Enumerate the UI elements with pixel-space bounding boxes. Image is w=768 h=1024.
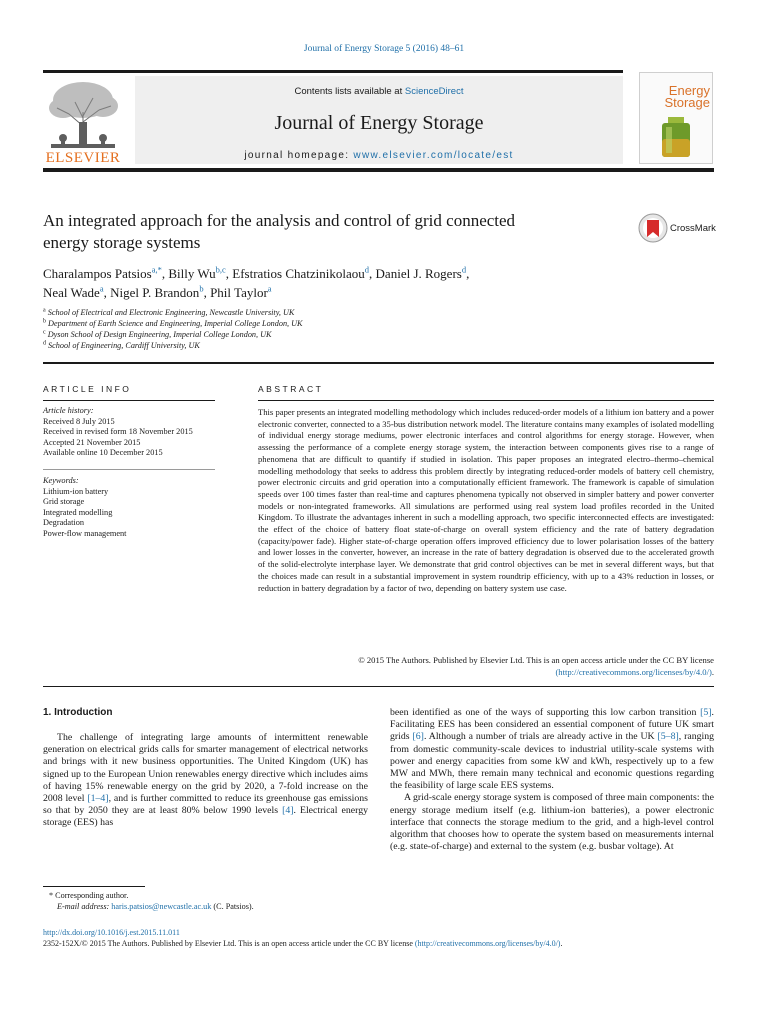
author-affiliation-link[interactable]: d bbox=[364, 264, 370, 275]
affiliation-text: School of Electrical and Electronic Engineering, Newcastle University, UK bbox=[47, 308, 295, 317]
doi-link[interactable]: http://dx.doi.org/10.1016/j.est.2015.11.011 bbox=[43, 928, 180, 937]
affiliation-marker: d bbox=[43, 340, 46, 347]
intro-text: . Electrical energy storage (EES) has bbox=[43, 805, 368, 829]
article-history-heading: Article history: bbox=[43, 406, 94, 415]
crossmark-badge[interactable] bbox=[638, 213, 718, 245]
masthead-bottom-rule bbox=[43, 168, 714, 172]
journal-masthead bbox=[43, 70, 714, 172]
affiliation-marker: a bbox=[43, 307, 46, 314]
history-item: Available online 10 December 2015 bbox=[43, 448, 163, 458]
abstract-rule bbox=[258, 400, 714, 401]
affiliation-item bbox=[43, 340, 543, 351]
author-name: Phil Taylor bbox=[210, 285, 268, 300]
author-name: Billy Wu bbox=[168, 266, 216, 281]
intro-text: been identified as one of the ways of supporting this low carbon transition bbox=[390, 707, 701, 718]
header-divider bbox=[43, 362, 714, 364]
footer-license-line bbox=[43, 938, 714, 949]
author-affiliation-link[interactable]: a bbox=[267, 283, 272, 294]
masthead-top-rule bbox=[43, 70, 623, 73]
cover-title bbox=[644, 85, 710, 109]
intro-left-paragraph bbox=[43, 732, 368, 830]
history-item: Accepted 21 November 2015 bbox=[43, 437, 141, 447]
affiliation-item bbox=[43, 329, 543, 340]
affiliation-item bbox=[43, 318, 543, 329]
article-title-line2: energy storage systems bbox=[43, 233, 201, 252]
footer-issn-text: 2352-152X/© 2015 The Authors. Published by Elsevier Ltd. This is an open access article under the CC BY license bbox=[43, 939, 415, 948]
author-separator: , bbox=[225, 266, 233, 281]
footnote-line-2 bbox=[43, 901, 373, 912]
contents-line bbox=[135, 86, 623, 97]
affiliation-marker: b bbox=[43, 318, 46, 325]
license-period: . bbox=[711, 666, 714, 677]
author-separator: , bbox=[161, 266, 169, 281]
article-history bbox=[43, 406, 215, 459]
author-name: Nigel P. Brandon bbox=[110, 285, 200, 300]
intro-text: , ranging from domestic community-scale devices to industrial utility-scale systems with power and energy capacities from some kW and kWh, respectively up to a few MW and MWh, there remain many technical and economic questions regarding the feasibility of large scale EES systems. bbox=[390, 731, 715, 792]
author-name: Charalampos Patsios bbox=[43, 266, 152, 281]
intro-text: . Although a number of trials are already active in the UK bbox=[423, 731, 658, 743]
journal-cover-thumbnail[interactable] bbox=[639, 72, 713, 164]
homepage-link[interactable]: www.elsevier.com/locate/est bbox=[353, 150, 514, 161]
affiliation-text: Dyson School of Design Engineering, Imperial College London, UK bbox=[47, 330, 272, 339]
author-separator: , bbox=[203, 285, 211, 300]
affiliation-text: School of Engineering, Cardiff University, UK bbox=[48, 341, 200, 350]
email-owner: (C. Patsios). bbox=[213, 902, 254, 911]
reference-link[interactable]: [5] bbox=[700, 707, 712, 718]
author-name: Daniel J. Rogers bbox=[375, 266, 462, 281]
author-separator: , bbox=[103, 285, 111, 300]
footnote-mark: * bbox=[49, 891, 54, 900]
author-affiliation-link[interactable]: d bbox=[461, 264, 467, 275]
intro-text: , and is further committed to reduce its greenhouse gas emissions so that by 2050 they are at least 80% below 1990 levels bbox=[43, 793, 368, 817]
article-info-rule bbox=[43, 400, 215, 401]
author-list bbox=[43, 264, 643, 302]
abstract-license bbox=[258, 655, 714, 678]
keywords-heading: Keywords: bbox=[43, 476, 79, 485]
homepage-prefix: journal homepage: bbox=[244, 150, 354, 161]
keywords-block bbox=[43, 476, 215, 540]
journal-citation[interactable]: Journal of Energy Storage 5 (2016) 48–61 bbox=[303, 44, 465, 54]
intro-text: . Facilitating EES has been considered an essential component of future UK smart grids bbox=[390, 707, 714, 743]
affiliation-list bbox=[43, 307, 543, 351]
keyword-item: Integrated modelling bbox=[43, 507, 113, 517]
author-affiliation-link[interactable]: a bbox=[99, 283, 104, 294]
intro-right-paragraph-1 bbox=[390, 707, 714, 792]
history-item: Received 8 July 2015 bbox=[43, 416, 115, 426]
history-item: Received in revised form 18 November 2015 bbox=[43, 427, 193, 437]
footnote-rule bbox=[43, 886, 145, 887]
reference-link[interactable]: [1–4] bbox=[87, 793, 109, 805]
crossmark-label: CrossMark bbox=[670, 223, 716, 234]
cover-battery-art-icon bbox=[656, 117, 696, 159]
author-line-2 bbox=[43, 283, 643, 302]
license-text: © 2015 The Authors. Published by Elsevier Ltd. This is an open access article under the CC BY license bbox=[358, 655, 714, 665]
contents-prefix: Contents lists available at bbox=[294, 86, 405, 97]
keyword-item: Grid storage bbox=[43, 497, 85, 507]
author-separator: , bbox=[369, 266, 376, 281]
homepage-line bbox=[135, 150, 623, 161]
keyword-item: Lithium-ion battery bbox=[43, 486, 109, 496]
reference-link[interactable]: [5–8] bbox=[657, 731, 679, 743]
cover-title-line2: Storage bbox=[664, 95, 710, 110]
page-footer bbox=[43, 927, 714, 949]
introduction-heading: 1. Introduction bbox=[43, 707, 113, 718]
affiliation-text: Department of Earth Science and Engineering, Imperial College London, UK bbox=[48, 319, 303, 328]
elsevier-wordmark: ELSEVIER bbox=[45, 150, 121, 166]
intro-right-paragraph-2: A grid-scale energy storage system is composed of three main components: the energy storage medium itself (e.g. lithium-ion batteries), a power electronic interface that connects the storage medium to the grid, and a high-level control algorithm that chooses how to operate the system based on measurements internal (e.g. state-of-charge) and external to the system (e.g. busbar voltage). At bbox=[390, 792, 714, 853]
footer-period: . bbox=[560, 939, 563, 948]
reference-link[interactable]: [6] bbox=[412, 731, 424, 743]
author-line-1 bbox=[43, 264, 643, 283]
affiliation-item bbox=[43, 307, 543, 318]
journal-title: Journal of Energy Storage bbox=[274, 112, 484, 134]
sciencedirect-link[interactable]: ScienceDirect bbox=[404, 86, 464, 97]
email-link[interactable]: haris.patsios@newcastle.ac.uk bbox=[111, 902, 212, 911]
keyword-item: Power-flow management bbox=[43, 528, 127, 538]
reference-link[interactable]: [4] bbox=[282, 805, 294, 817]
author-affiliation-link[interactable]: b bbox=[199, 283, 204, 294]
author-affiliation-link[interactable]: b,c bbox=[215, 264, 226, 275]
license-link[interactable]: (http://creativecommons.org/licenses/by/4.0/) bbox=[555, 666, 712, 677]
author-name: Neal Wade bbox=[43, 285, 100, 300]
article-info-heading: ARTICLE INFO bbox=[43, 384, 132, 394]
footnote-text: Corresponding author. bbox=[55, 891, 129, 900]
abstract-body: This paper presents an integrated modelling methodology which includes reduced-order models of a lithium ion battery and a power electronic converter, connected to a 35-bus distribution network model. The literature contains many examples of isolated modelling of individual energy storage mediums, power electronic interfaces and control algorithms for energy storage. However, when assessing the performance of a complete energy storage system, the interaction between components gives rise to a range of phenomena that are difficult to quantify if studied in isolation. This paper proposes an integrated electro–thermo–chemical modelling methodology that seeks to address this problem directly by integrating reduced-order models of battery cell chemistry, power electronic circuits and grid operation into a computationally efficient framework. The framework is capable of simulation speeds over 100 times faster than real-time and captures phenomena typically not observed in simpler battery and power converter models or non-integrated frameworks. All simulations are performed using real system load profiles recorded in the United Kingdom. To illustrate the advantages inherent in such a modelling approach, two specific interconnected effects are investigated: the effect of the choice of battery float state-of-charge on overall system efficiency and the rate of battery degradation (capacity/power fade). Higher state-of-charge operation offers improved efficiency due to lower polarisation losses of the battery and lower losses in the converter, however, an increase in the rate of battery degradation is observed due to the accelerated growth of the solid-electrolyte interphase layer. We demonstrate that grid control objectives can be met in several different ways, but that the choices made can result in a substantial improvement in system roundtrip efficiency, with up to a 43% reduction in losses, or reduction in battery degradation by a factor of two, depending on battery system use case. bbox=[258, 407, 714, 593]
abstract-heading: ABSTRACT bbox=[258, 384, 324, 394]
intro-text: The challenge of integrating large amounts of intermittent renewable generation on electrical grids calls for smarter management of electrical networks and brings with it new business opportunities. The United Kingdom (UK) has signed up to the European Union renewables energy directive which includes aims of having 15% renewable energy on the grid by 2020, a 7-fold increase on the 2008 level bbox=[43, 732, 368, 805]
cover-title-line1: Energy bbox=[668, 83, 710, 98]
crossmark-icon bbox=[638, 213, 668, 243]
masthead-center-panel bbox=[135, 76, 623, 164]
author-separator: , bbox=[466, 266, 470, 281]
article-title bbox=[43, 210, 633, 254]
affiliation-marker: c bbox=[43, 329, 46, 336]
author-name: Efstratios Chatzinikolaou bbox=[232, 266, 365, 281]
intro-right-column bbox=[390, 707, 714, 853]
email-label: E-mail address: bbox=[57, 902, 110, 911]
footer-license-link[interactable]: (http://creativecommons.org/licenses/by/4.0/) bbox=[414, 939, 561, 948]
author-affiliation-link[interactable]: a,* bbox=[151, 264, 162, 275]
corresponding-author-footnote bbox=[43, 890, 373, 912]
keywords-divider bbox=[43, 469, 215, 470]
abstract-bottom-rule bbox=[43, 686, 714, 687]
article-title-line1: An integrated approach for the analysis and control of grid connected bbox=[43, 211, 516, 230]
keyword-item: Degradation bbox=[43, 518, 85, 528]
footnote-line-1 bbox=[43, 890, 373, 901]
